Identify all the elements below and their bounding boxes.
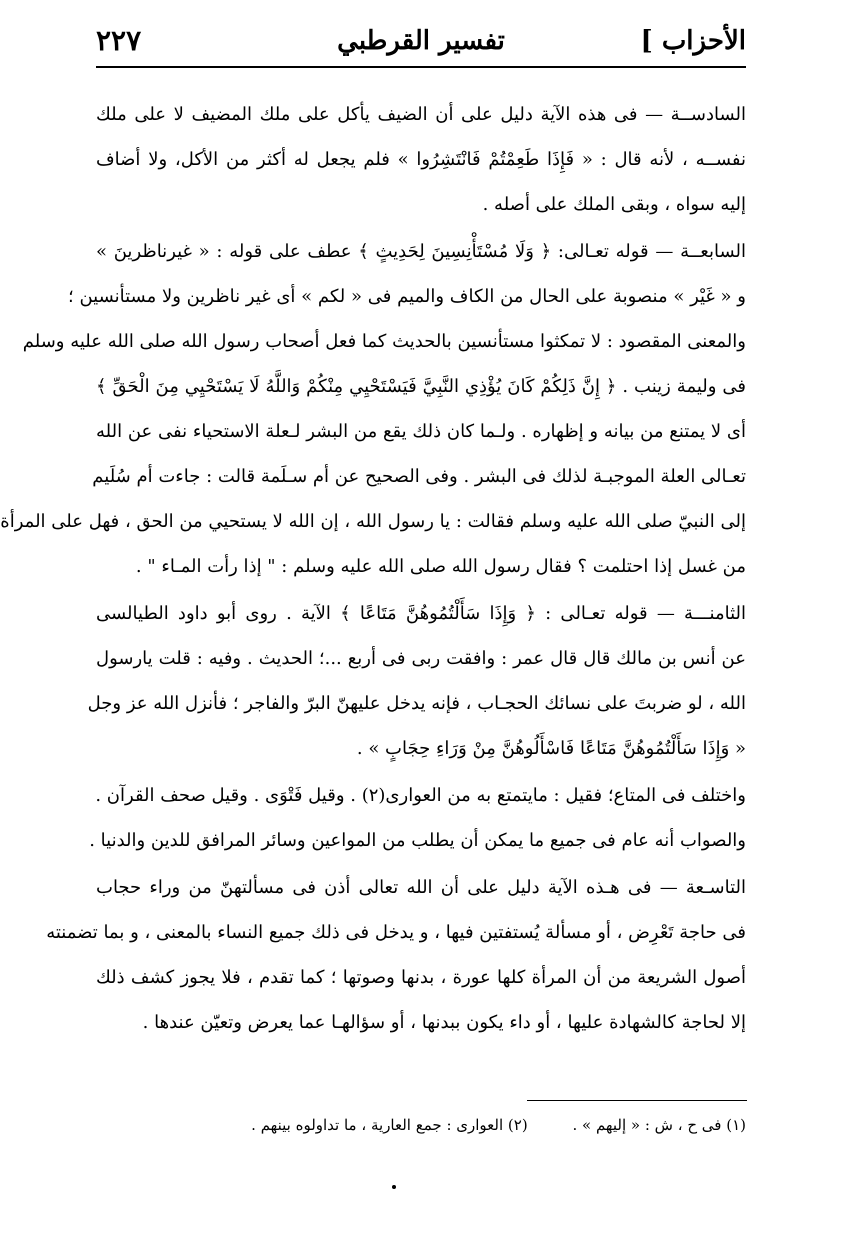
text-line: تعـالى العلة الموجبـة لذلك فى البشر . وفى الصحيح عن أم سـلَمة قالت : جاءت أم سُلَيم <box>92 466 746 487</box>
text-line: واختلف فى المتاع؛ فقيل : مايتمتع به من العوارى(٢) . وقيل فَتْوَى . وقيل صحف القرآن . <box>95 785 746 806</box>
text-line: والمعنى المقصود : لا تمكثوا مستأنسين بالحديث كما فعل أصحاب رسول الله صلى الله عليه وسلم <box>22 331 746 352</box>
footnotes <box>96 1110 746 1140</box>
book-title: تفسير القرطبي <box>337 26 505 56</box>
page-dot-mark <box>392 1185 396 1189</box>
footnote-1: (١) فى ح ، ش : « إليهم » . <box>572 1116 746 1134</box>
page-number: ٢٢٧ <box>96 24 142 57</box>
text-line: والصواب أنه عام فى جميع ما يمكن أن يطلب من المواعين وسائر المرافق للدين والدنيا . <box>89 830 746 851</box>
text-line: التاسـعة — فى هـذه الآية دليل على أن الله تعالى أذن فى مسألتهنّ من وراء حجاب <box>96 877 746 898</box>
main-text <box>0 92 746 1047</box>
text-line: إلا لحاجة كالشهادة عليها ، أو داء يكون ببدنها ، أو سؤالهـا عما يعرض وتعيّن عندها . <box>142 1012 746 1033</box>
text-line: أصول الشريعة من أن المرأة كلها عورة ، بدنها وصوتها ؛ كما تقدم ، فلا يجوز كشف ذلك <box>96 967 746 988</box>
header-rule <box>96 66 746 68</box>
text-line: عن أنس بن مالك قال قال عمر : وافقت ربى فى أربع ...؛ الحديث . وفيه : قلت يارسول <box>96 648 746 669</box>
page-header <box>96 22 746 66</box>
paragraph <box>87 591 746 771</box>
text-line: أى لا يمتنع من بيانه و إظهاره . ولـما كان ذلك يقع من البشر لـعلة الاستحياء نفى عن الله <box>96 421 746 442</box>
text-line: « وَإِذَا سَأَلْتُمُوهُنَّ مَتَاعًا فَاسْأَلُوهُنَّ مِنْ وَرَاءِ حِجَابٍ » . <box>356 738 746 759</box>
text-line: من غسل إذا احتلمت ؟ فقال رسول الله صلى الله عليه وسلم : " إذا رأت المـاء " . <box>135 556 746 577</box>
footnote-rule <box>527 1100 747 1101</box>
text-line: فى وليمة زينب . ﴿ إِنَّ ذَلِكُمْ كَانَ يُؤْذِي النَّبِيَّ فَيَسْتَحْيِي مِنْكُمْ وَاللَّهُ لَا يَسْتَحْيِي مِنَ الْحَقِّ ﴾ <box>96 376 746 397</box>
text-line: فى حاجة تَعْرِض ، أو مسألة يُستفتين فيها ، و يدخل فى ذلك جميع النساء بالمعنى ، و بما تضمنته <box>46 922 746 943</box>
text-line: الله ، لو ضربتَ على نسائك الحجـاب ، فإنه يدخل عليهنّ البرّ والفاجر ؛ فأنزل الله عز وجل <box>87 693 746 714</box>
chapter-title: الأحزاب ] <box>640 26 746 56</box>
text-line: إليه سواه ، وبقى الملك على أصله . <box>482 194 746 215</box>
text-line: الثامنـــة — قوله تعـالى : ﴿ وَإِذَا سَأَلْتُمُوهُنَّ مَتَاعًا ﴾ الآية . روى أبو داود الطيالسى <box>96 603 746 624</box>
paragraph <box>96 92 746 227</box>
text-line: إلى النبيّ صلى الله عليه وسلم فقالت : يا رسول الله ، إن الله لا يستحيي من الحق ، فهل على المرأة <box>0 511 746 532</box>
text-line: السادســة — فى هذه الآية دليل على أن الضيف يأكل على ملك المضيف لا على ملك <box>96 104 746 125</box>
paragraph <box>0 229 746 589</box>
text-line: نفســه ، لأنه قال : « فَإِذَا طَعِمْتُمْ فَانْتَشِرُوا » فلم يجعل له أكثر من الأكل، ولا أضاف <box>96 149 746 170</box>
footnote-2: (٢) العوارى : جمع العارية ، ما تداولوه بينهم . <box>251 1116 528 1134</box>
paragraph <box>46 865 746 1045</box>
text-line: السابعــة — قوله تعـالى: ﴿ وَلَا مُسْتَأْنِسِينَ لِحَدِيثٍ ﴾ عطف على قوله : « غيرناظرينَ » <box>96 241 746 262</box>
text-line: و « غَيْر » منصوبة على الحال من الكاف والميم فى « لكم » أى غير ناظرين ولا مستأنسين ؛ <box>68 286 746 307</box>
paragraph <box>89 773 746 863</box>
